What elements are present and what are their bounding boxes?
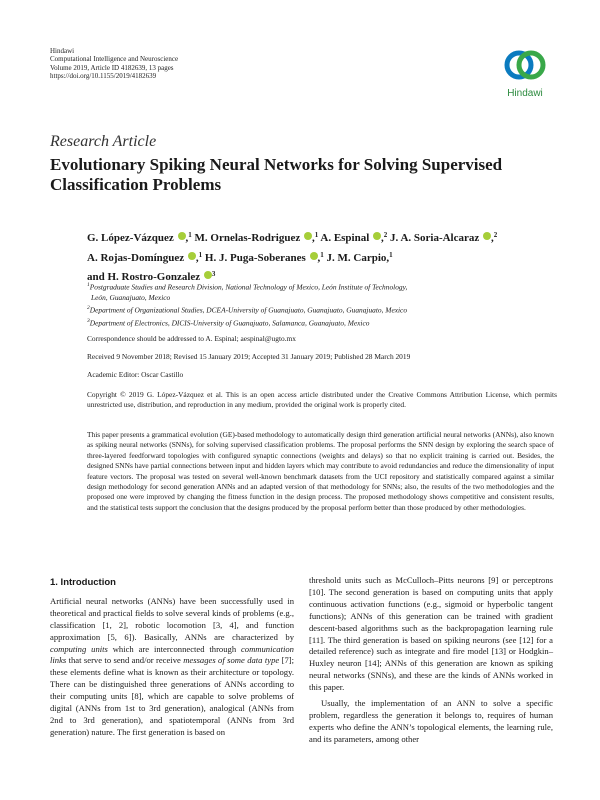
copyright-notice: Copyright © 2019 G. López-Vázquez et al. This is an open access article distributed under the Creative Commons Attribution License, which permits unrestricted use, distribution, and reproduction in any medium, provided the original work is properly cited.	[87, 390, 557, 410]
orcid-icon[interactable]	[373, 232, 381, 240]
hindawi-logo	[495, 45, 555, 99]
correspondence: Correspondence should be addressed to A. Espinal; aespinal@ugto.mx	[87, 334, 296, 343]
column-left	[50, 577, 294, 739]
author: H. J. Puga-Soberanes ,$^1$	[204, 250, 324, 264]
academic-editor: Academic Editor: Oscar Castillo	[87, 370, 184, 379]
orcid-icon[interactable]	[483, 232, 491, 240]
affiliation-continued: León, Guanajuato, Mexico	[91, 292, 171, 302]
orcid-icon[interactable]	[310, 252, 318, 260]
affiliation: $^3$Department of Electronics, DICIS-University of Guanajuato, Salamanca, Guanajuato, Mexico	[87, 317, 370, 328]
paragraph: threshold units such as McCulloch–Pitts neurons [9] or perceptrons [10]. The second generation is based on computing units that apply continuous activation functions (e.g., sigmoid or hyperbolic tangent functions); ANNs of this generation can be trained with gradient descent-based algorithms such as the backpropagation learning rule [11]. The third generation is based on spiking neurons (see [12] for a detailed reference) such as integrate and fire model [13] or Hodgkin–Huxley neuron [14]; ANNs of this generation are known as spiking neural networks (SNNs), and these are the kinds of ANNs worked in this paper.	[309, 575, 553, 693]
abstract: This paper presents a grammatical evolution (GE)-based methodology to automatically design third generation artificial neural networks (ANNs), also known as spiking neural networks (SNNs), for solving supervised classification problems. The proposal performs the SNN design by exploring the search space of three-layered feedforward topologies with configured synaptic connections (weights and delays) so that no explicit training is carried out. Besides, the designed SNNs have partial connections between input and hidden layers which may contribute to avoid redundancies and reduce the dimensionality of input feature vectors. The proposal was tested on several well-known benchmark datasets from the UCI repository and statistically compared against a similar design methodology for second generation ANNs and an adapted version of that methodology for SNNs; also, the results of the two methodologies and the proposed one were improved by changing the fitness function in the design process. The proposed methodology shows competitive and consistent results, and the statistical tests support the conclusion that the designs produced by the proposal perform better than those produced by other methodologies.	[87, 430, 554, 512]
doi-link[interactable]: https://doi.org/10.1155/2019/4182639	[50, 72, 157, 81]
affiliation: $^1$Postgraduate Studies and Research Division, National Technology of Mexico, León Institute of Technology,	[87, 282, 408, 292]
publisher-name: Hindawi	[50, 47, 75, 55]
journal-name: Computational Intelligence and Neuroscience	[50, 55, 179, 64]
author: M. Ornelas-Rodriguez ,$^1$	[194, 231, 319, 244]
paragraph: Artificial neural networks (ANNs) have been successfully used in theoretical and practical fields to solve several kinds of problems (e.g., classification [1, 2], robotic locomotion [3, 4], and function approximation [5, 6]). Basically, ANNs are characterized by computing units which are interconnected through communication links that serve to send and/or receive messages of some data type [7]; these elements define what is known as their architecture or topology. There can be distinguished three generations of ANNs according to their computing units [8], which are capable to solve problems of digital (ANNs from 1st to 3rd generation), analogical (ANNs from 2nd to 3rd generation), and spatiotemporal (ANNs from 3rd generation) nature. The first generation is based on	[50, 595, 294, 737]
author: J. A. Soria-Alcaraz ,$^2$	[390, 231, 498, 244]
paragraph: Usually, the implementation of an ANN to solve a specific problem, regardless the generation it belongs to, requires of human experts who define the ANN’s topological elements, the learning rule, and its parameters, among other	[309, 698, 553, 744]
author-list	[87, 227, 557, 286]
orcid-icon[interactable]	[188, 252, 196, 260]
orcid-icon[interactable]	[204, 271, 212, 279]
journal-meta	[50, 47, 178, 81]
affiliations	[87, 280, 557, 328]
hindawi-logo-icon	[501, 45, 549, 85]
affiliation: $^2$Department of Organizational Studies, DCEA-University of Guanajuato, Guanajuato, Guanajuato, Mexico	[87, 304, 408, 315]
publication-dates: Received 9 November 2018; Revised 15 January 2019; Accepted 31 January 2019; Published 28 March 2019	[87, 352, 411, 361]
column-right	[309, 575, 553, 746]
author: J. M. Carpio,$^1$	[326, 250, 393, 264]
orcid-icon[interactable]	[178, 232, 186, 240]
article-type: Research Article	[50, 133, 157, 150]
volume-info: Volume 2019, Article ID 4182639, 13 pages	[50, 63, 174, 72]
orcid-icon[interactable]	[304, 232, 312, 240]
author: G. López-Vázquez ,$^1$	[87, 231, 192, 244]
author: and H. Rostro-Gonzalez $^3$	[87, 270, 216, 283]
hindawi-logo-text: Hindawi	[507, 88, 543, 99]
paper-title: Evolutionary Spiking Neural Networks for Solving Supervised Classification Problems	[50, 155, 503, 194]
section-heading: 1. Introduction	[50, 577, 116, 588]
author: A. Espinal ,$^2$	[320, 231, 388, 244]
author: A. Rojas-Domínguez ,$^1$	[87, 250, 203, 264]
